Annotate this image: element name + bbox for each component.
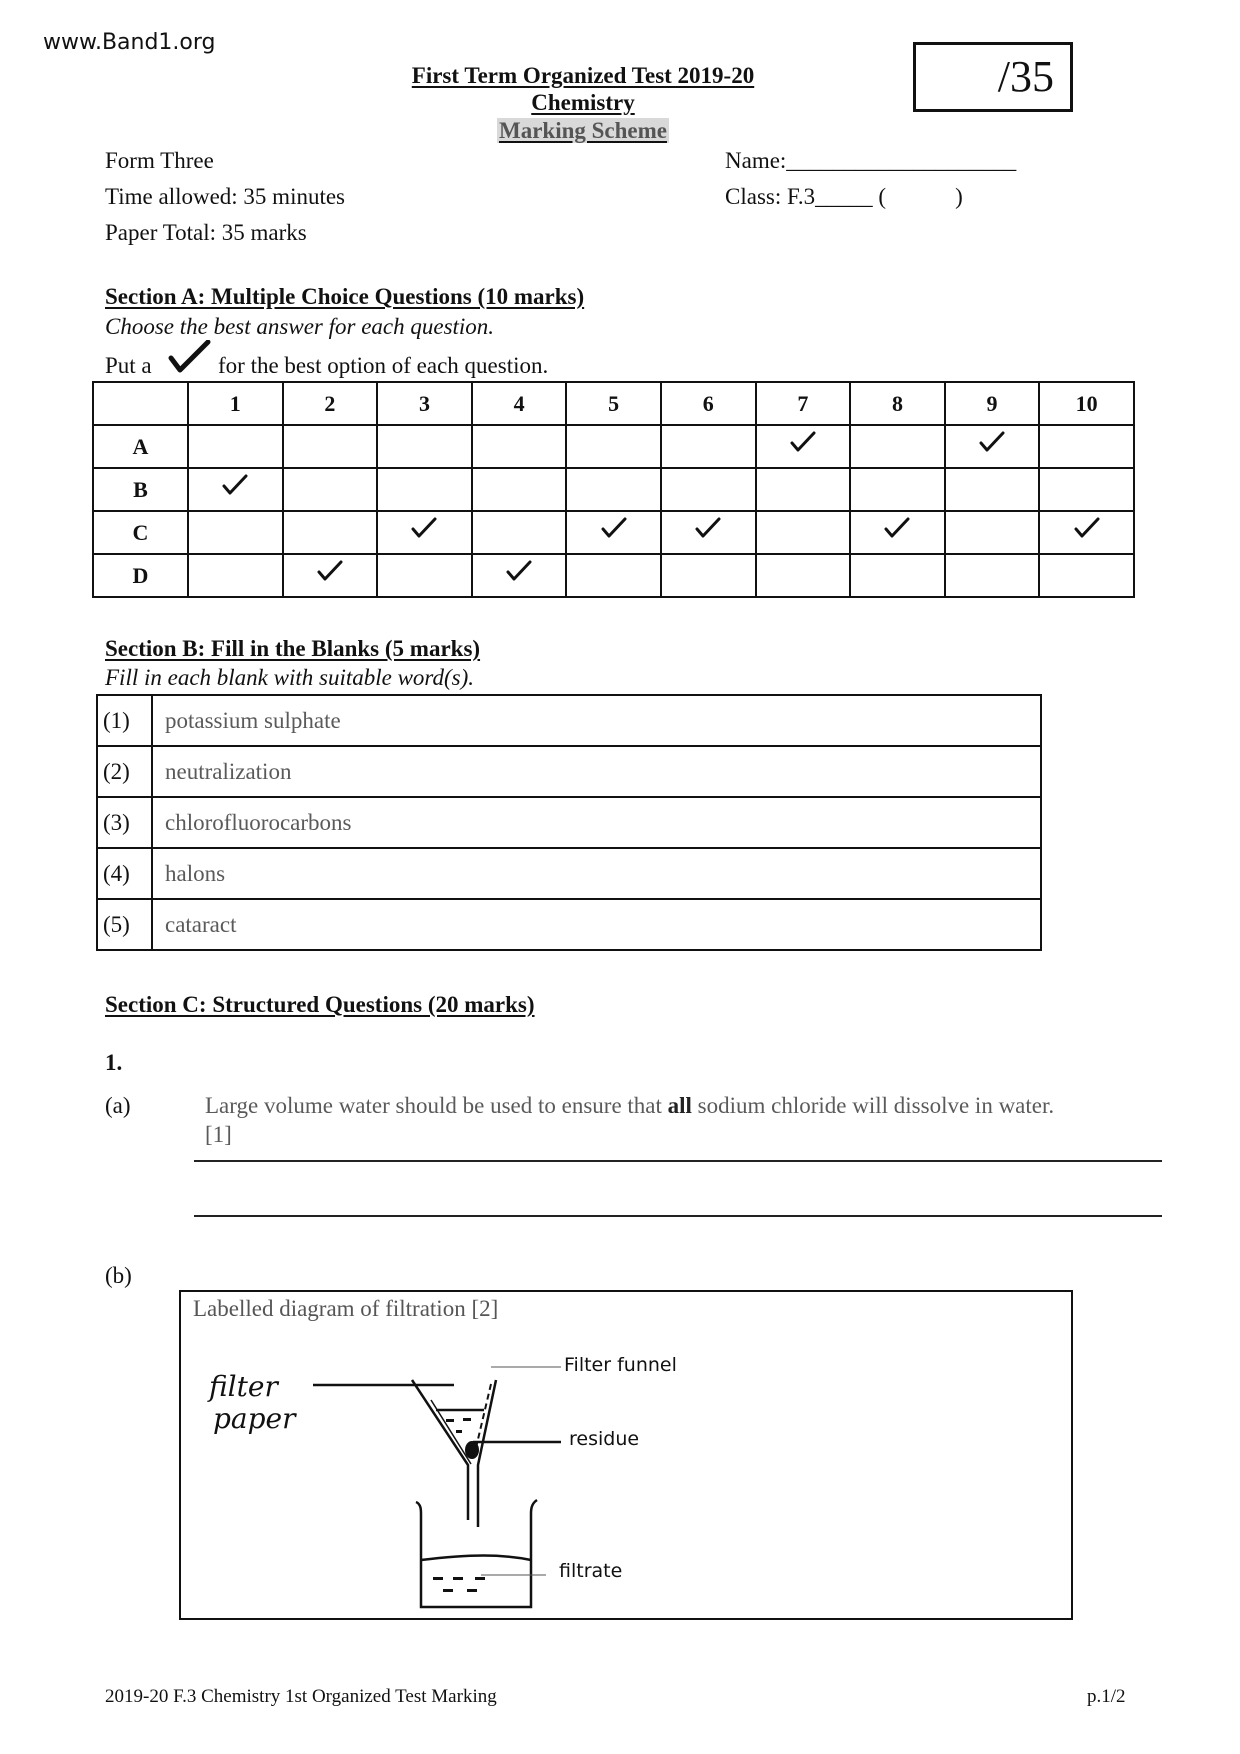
checkmark-icon xyxy=(222,473,248,495)
website-watermark: www.Band1.org xyxy=(43,30,216,55)
mc-answer-cell[interactable] xyxy=(472,468,567,511)
mc-option-label: D xyxy=(93,554,188,597)
filter-funnel-icon xyxy=(412,1380,496,1527)
paper-total: Paper Total: 35 marks xyxy=(105,220,307,245)
page-number: p.1/2 xyxy=(1087,1686,1126,1707)
blank-row xyxy=(97,848,1041,899)
time-allowed: Time allowed: 35 minutes xyxy=(105,184,346,209)
mc-answer-cell[interactable] xyxy=(850,554,945,597)
mc-option-row xyxy=(93,468,1134,511)
filtration-diagram xyxy=(181,1292,1071,1618)
part-a-answer-emphasis: all xyxy=(667,1093,692,1118)
mc-answer-cell[interactable] xyxy=(1039,468,1134,511)
mc-answer-cell[interactable] xyxy=(1039,511,1134,554)
mc-question-number: 10 xyxy=(1039,382,1134,425)
marking-scheme-title xyxy=(0,118,1166,144)
mc-option-row xyxy=(93,511,1134,554)
mc-header-row xyxy=(93,382,1134,425)
mc-answer-cell[interactable] xyxy=(377,554,472,597)
put-a-suffix: for the best option of each question. xyxy=(218,353,549,378)
section-c-heading: Section C: Structured Questions (20 marks) xyxy=(105,992,535,1017)
diagram-title: Labelled diagram of filtration [2] xyxy=(193,1296,499,1321)
score-total: /35 xyxy=(997,52,1054,101)
part-b-label: (b) xyxy=(105,1263,132,1288)
mc-answer-cell[interactable] xyxy=(188,468,283,511)
blank-answer: chlorofluorocarbons xyxy=(152,797,1041,848)
mc-question-number: 7 xyxy=(756,382,851,425)
marking-scheme-label: Marking Scheme xyxy=(498,118,667,143)
part-a-answer-text: Large volume water should be used to ensure that xyxy=(205,1093,668,1118)
mc-question-number: 9 xyxy=(945,382,1040,425)
mc-answer-cell[interactable] xyxy=(188,511,283,554)
mc-answer-cell[interactable] xyxy=(377,425,472,468)
blank-answer: cataract xyxy=(152,899,1041,950)
filtrate-liquid-icon xyxy=(433,1577,485,1592)
label-filter-funnel: Filter funnel xyxy=(564,1354,677,1376)
mc-answer-cell[interactable] xyxy=(566,554,661,597)
section-a-heading: Section A: Multiple Choice Questions (10 marks) xyxy=(105,284,585,309)
mc-answer-cell[interactable] xyxy=(945,554,1040,597)
mc-answer-cell[interactable] xyxy=(850,468,945,511)
mc-question-number: 1 xyxy=(188,382,283,425)
checkmark-icon xyxy=(695,516,721,538)
mc-answer-cell[interactable] xyxy=(283,468,378,511)
part-a-answer xyxy=(205,1093,1054,1119)
form-level: Form Three xyxy=(105,148,214,173)
fill-blanks-table xyxy=(96,694,1042,951)
mc-answer-cell[interactable] xyxy=(661,511,756,554)
checkmark-icon xyxy=(884,516,910,538)
filtration-diagram-box xyxy=(179,1290,1073,1620)
mc-answer-cell[interactable] xyxy=(188,554,283,597)
blank-answer: neutralization xyxy=(152,746,1041,797)
mc-option-label: A xyxy=(93,425,188,468)
blank-number: (1) xyxy=(97,695,152,746)
mc-option-row xyxy=(93,425,1134,468)
mc-answer-cell[interactable] xyxy=(566,511,661,554)
mc-answer-cell[interactable] xyxy=(661,425,756,468)
section-b-heading: Section B: Fill in the Blanks (5 marks) xyxy=(105,636,481,661)
mc-option-label: C xyxy=(93,511,188,554)
mc-answer-grid xyxy=(92,381,1135,598)
mc-answer-cell[interactable] xyxy=(756,511,851,554)
mc-question-number: 3 xyxy=(377,382,472,425)
mc-option-label: B xyxy=(93,468,188,511)
checkmark-icon xyxy=(790,430,816,452)
label-residue: residue xyxy=(569,1428,640,1450)
put-a-label: Put a xyxy=(105,353,152,378)
mc-answer-cell[interactable] xyxy=(188,425,283,468)
mc-question-number: 2 xyxy=(283,382,378,425)
mc-question-number: 4 xyxy=(472,382,567,425)
mc-answer-cell[interactable] xyxy=(945,468,1040,511)
mc-answer-cell[interactable] xyxy=(945,425,1040,468)
mc-answer-cell[interactable] xyxy=(472,425,567,468)
mc-answer-cell[interactable] xyxy=(850,511,945,554)
checkmark-icon xyxy=(601,516,627,538)
class-field[interactable]: Class: F.3_____ ( ) xyxy=(725,184,963,209)
footer-title: 2019-20 F.3 Chemistry 1st Organized Test Marking xyxy=(105,1686,497,1707)
mc-answer-cell[interactable] xyxy=(1039,554,1134,597)
mc-answer-cell[interactable] xyxy=(661,468,756,511)
mc-answer-cell[interactable] xyxy=(756,468,851,511)
blank-answer: potassium sulphate xyxy=(152,695,1041,746)
mc-answer-cell[interactable] xyxy=(283,554,378,597)
checkmark-icon xyxy=(979,430,1005,452)
mc-answer-cell[interactable] xyxy=(472,511,567,554)
part-a-marks: [1] xyxy=(205,1122,232,1147)
checkmark-icon xyxy=(411,516,437,538)
checkmark-icon xyxy=(506,559,532,581)
answer-line xyxy=(194,1160,1162,1162)
name-field[interactable]: Name:____________________ xyxy=(725,148,1017,173)
blank-row xyxy=(97,797,1041,848)
blank-row xyxy=(97,695,1041,746)
mc-answer-cell[interactable] xyxy=(756,425,851,468)
label-filter-paper-line1: filter xyxy=(209,1370,278,1403)
mc-answer-cell[interactable] xyxy=(661,554,756,597)
blank-number: (3) xyxy=(97,797,152,848)
mc-answer-cell[interactable] xyxy=(1039,425,1134,468)
score-box xyxy=(913,42,1073,112)
mc-answer-cell[interactable] xyxy=(850,425,945,468)
mc-answer-cell[interactable] xyxy=(377,511,472,554)
label-filtrate: filtrate xyxy=(559,1560,623,1582)
mc-answer-cell[interactable] xyxy=(566,468,661,511)
checkmark-icon xyxy=(168,340,212,374)
blank-row xyxy=(97,899,1041,950)
mc-question-number: 6 xyxy=(661,382,756,425)
test-title: First Term Organized Test 2019-20 xyxy=(411,63,755,88)
section-b-instruction: Fill in each blank with suitable word(s). xyxy=(105,665,475,690)
question-number: 1. xyxy=(105,1050,123,1075)
checkmark-icon xyxy=(1074,516,1100,538)
mc-question-number: 8 xyxy=(850,382,945,425)
mc-answer-cell[interactable] xyxy=(283,425,378,468)
blank-number: (4) xyxy=(97,848,152,899)
mc-answer-cell[interactable] xyxy=(945,511,1040,554)
blank-row xyxy=(97,746,1041,797)
mc-question-number: 5 xyxy=(566,382,661,425)
blank-number: (2) xyxy=(97,746,152,797)
subject-title: Chemistry xyxy=(531,90,635,115)
mc-answer-cell[interactable] xyxy=(756,554,851,597)
part-a-label: (a) xyxy=(105,1093,131,1118)
part-a-answer-text-end: sodium chloride will dissolve in water. xyxy=(691,1093,1055,1118)
mc-answer-cell[interactable] xyxy=(283,511,378,554)
mc-answer-cell[interactable] xyxy=(566,425,661,468)
label-filter-paper-line2: paper xyxy=(213,1402,296,1435)
checkmark-icon xyxy=(317,559,343,581)
mc-answer-cell[interactable] xyxy=(472,554,567,597)
section-a-instruction: Choose the best answer for each question. xyxy=(105,314,495,339)
blank-number: (5) xyxy=(97,899,152,950)
mc-option-row xyxy=(93,554,1134,597)
answer-line xyxy=(194,1215,1162,1217)
mc-corner-cell xyxy=(93,382,188,425)
blank-answer: halons xyxy=(152,848,1041,899)
mc-answer-cell[interactable] xyxy=(377,468,472,511)
